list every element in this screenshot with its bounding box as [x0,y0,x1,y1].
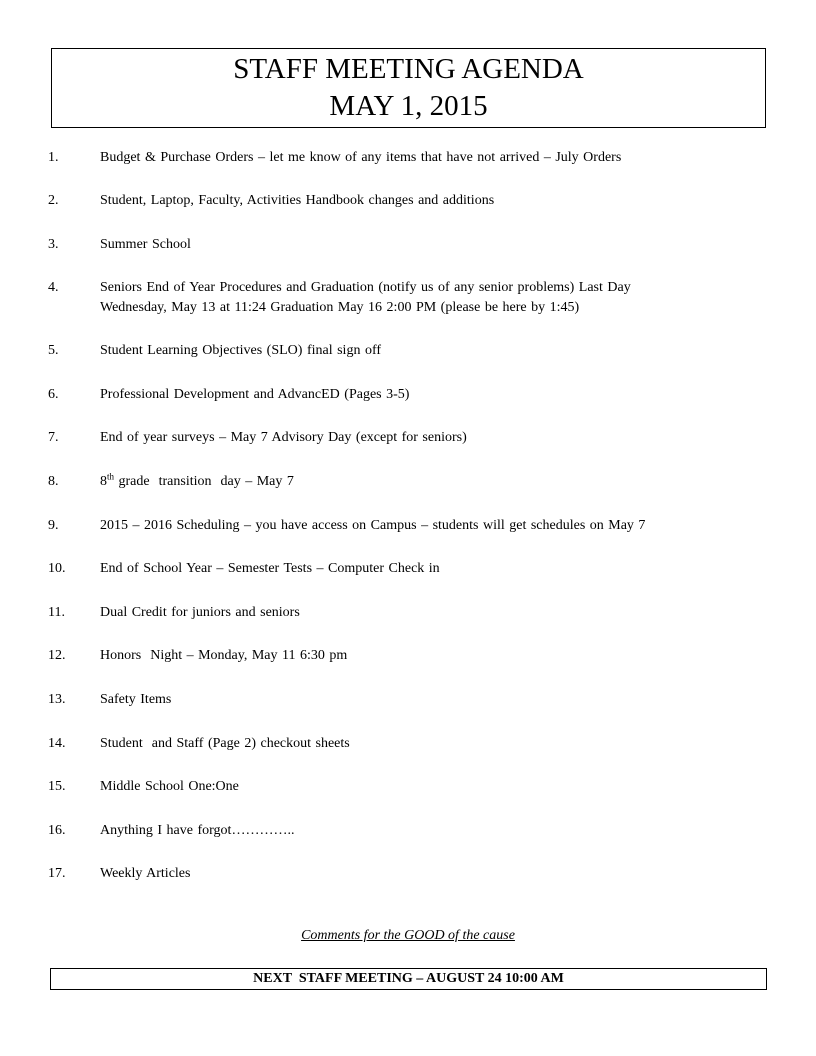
item-number: 10. [48,561,66,576]
item-text: Safety Items [100,692,172,707]
item-number: 7. [48,430,59,445]
item-text: Weekly Articles [100,866,191,881]
item-number: 13. [48,692,66,707]
item-text: Student, Laptop, Faculty, Activities Handbook changes and additions [100,193,495,208]
item-number: 6. [48,387,59,402]
item-text: Dual Credit for juniors and seniors [100,605,300,620]
item-number: 4. [48,280,59,295]
item-number: 9. [48,518,59,533]
item-text: Summer School [100,237,191,252]
item-text: Middle School One:One [100,779,239,794]
item-text: Budget & Purchase Orders – let me know of any items that have not arrived – July Orders [100,150,622,165]
item-text: Student and Staff (Page 2) checkout sheets [100,736,350,751]
item-number: 5. [48,343,59,358]
item-text: Anything I have forgot………….. [100,823,295,838]
ordinal-suffix: th [107,471,115,482]
item-text-line: Seniors End of Year Procedures and Graduation (notify us of any senior problems) Last Day [100,280,631,295]
meeting-date: MAY 1, 2015 [329,90,488,122]
next-meeting-text: NEXT STAFF MEETING – AUGUST 24 10:00 AM [253,971,564,986]
item-text: End of School Year – Semester Tests – Computer Check in [100,561,440,576]
item-text-line: Wednesday, May 13 at 11:24 Graduation May 16 2:00 PM (please be here by 1:45) [100,300,580,315]
comments-line: Comments for the GOOD of the cause [301,928,515,943]
item-number: 11. [48,605,65,620]
item-text: 2015 – 2016 Scheduling – you have access on Campus – students will get schedules on May 7 [100,518,646,533]
page-title: STAFF MEETING AGENDA [233,53,584,85]
item-number: 2. [48,193,59,208]
item-text: Honors Night – Monday, May 11 6:30 pm [100,648,348,663]
item-number: 14. [48,736,66,751]
item-text [100,472,700,492]
item-number: 15. [48,779,66,794]
item-text [100,278,700,318]
item-number: 1. [48,150,59,165]
item-number: 8. [48,474,59,489]
item-text: Student Learning Objectives (SLO) final sign off [100,343,382,358]
item-text: End of year surveys – May 7 Advisory Day (except for seniors) [100,430,467,445]
item-number: 16. [48,823,66,838]
grade-number: 8 [100,474,107,489]
item-number: 17. [48,866,66,881]
item-text-rest: grade transition day – May 7 [114,474,294,489]
item-number: 12. [48,648,66,663]
item-number: 3. [48,237,59,252]
next-meeting-box [50,968,767,990]
item-text: Professional Development and AdvancED (Pages 3-5) [100,387,410,402]
